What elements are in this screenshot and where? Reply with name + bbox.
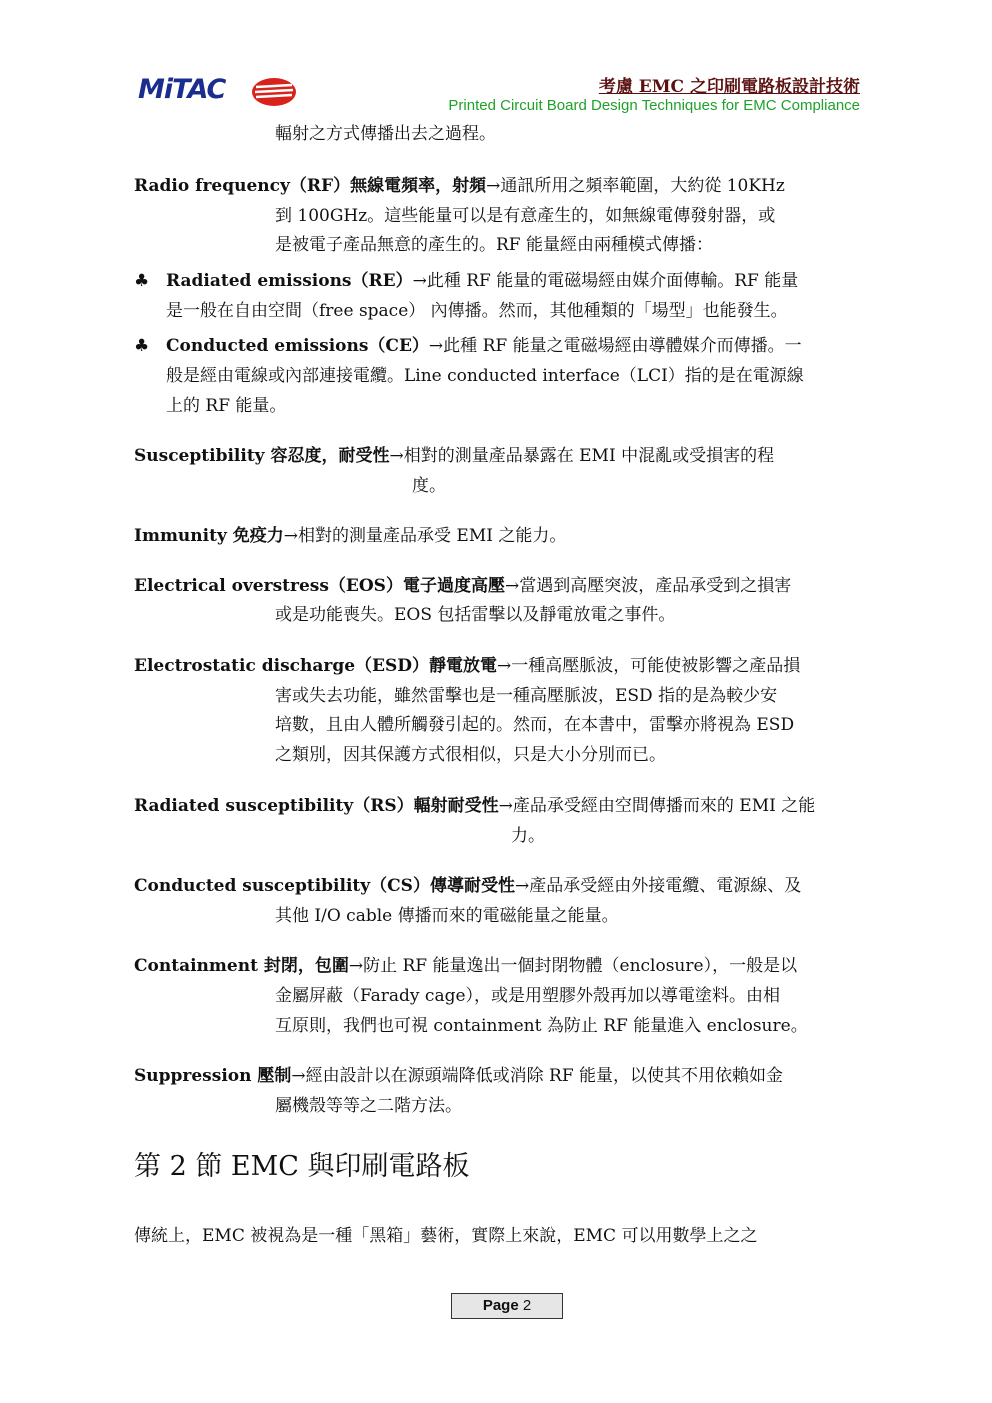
- closing-line: 傳統上，EMC 被視為是一種「黑箱」藝術，實際上來說，EMC 可以用數學上之之: [134, 1226, 758, 1246]
- suppression-chinese-term: 壓制: [251, 1066, 292, 1086]
- cs-line-2: 其他 I/O cable 傳播而來的電磁能量之能量。: [275, 906, 619, 926]
- cs-term: Conducted susceptibility（CS）: [134, 876, 430, 896]
- club-bullet-icon: ♣: [134, 336, 150, 356]
- page-number-box: [451, 1293, 563, 1319]
- rf-term: Radio frequency（RF）: [134, 176, 351, 196]
- eos-definition: →當遇到高壓突波，產品承受到之損害: [504, 576, 792, 596]
- rs-chinese-term: 輻射耐受性: [413, 796, 499, 816]
- esd-term: Electrostatic discharge（ESD）: [134, 656, 430, 676]
- rf-line-2: 到 100GHz。這些能量可以是有意產生的，如無線電傳發射器，或: [275, 206, 776, 226]
- esd-line-4: 之類別，因其保護方式很相似，只是大小分別而已。: [275, 745, 666, 765]
- susceptibility-line-2: 度。: [412, 476, 446, 496]
- company-logo: [138, 74, 298, 108]
- ce-term: Conducted emissions（CE）: [166, 336, 429, 356]
- immunity-line: [134, 521, 566, 551]
- esd-definition: →一種高壓脈波，可能使被影響之產品損: [497, 656, 801, 676]
- eos-line-1: [134, 571, 791, 601]
- esd-chinese-term: 靜電放電: [429, 656, 498, 676]
- re-term: Radiated emissions（RE）: [166, 271, 413, 291]
- re-line-2: 是一般在自由空間（free space） 內傳播。然而，其他種類的「場型」也能發生。: [166, 301, 788, 321]
- rs-line-2: 力。: [511, 826, 545, 846]
- logo-text: MiTAC: [138, 74, 226, 105]
- section-heading: 第 2 節 EMC 與印刷電路板: [134, 1151, 470, 1182]
- containment-definition: →防止 RF 能量逸出一個封閉物體（enclosure），一般是以: [348, 956, 798, 976]
- rs-definition: →產品承受經由空間傳播而來的 EMI 之能: [498, 796, 816, 816]
- suppression-term: Suppression: [134, 1066, 252, 1086]
- rf-chinese-term: 無線電頻率，射頻: [350, 176, 487, 196]
- susceptibility-chinese-term: 容忍度，耐受性: [264, 446, 390, 466]
- esd-line-1: [134, 651, 800, 681]
- containment-line-2: 金屬屏蔽（Farady cage），或是用塑膠外殼再加以導電塗料。由相: [275, 986, 781, 1006]
- immunity-definition: →相對的測量產品承受 EMI 之能力。: [283, 526, 567, 546]
- page-number: 2: [522, 1297, 532, 1314]
- rf-line-1: [134, 171, 785, 201]
- containment-chinese-term: 封閉，包圍: [257, 956, 349, 976]
- containment-line-3: 互原則，我們也可視 containment 為防止 RF 能量進入 enclosure。: [275, 1016, 808, 1036]
- ce-definition: →此種 RF 能量之電磁場經由導體媒介而傳播。一: [428, 336, 802, 356]
- ce-line-2: 般是經由電線或內部連接電纜。Line conducted interface（LCI）指的是在電源線: [166, 366, 804, 386]
- eos-line-2: 或是功能喪失。EOS 包括雷擊以及靜電放電之事件。: [275, 605, 676, 625]
- containment-line-1: [134, 951, 797, 981]
- cs-line-1: [134, 871, 801, 901]
- rs-line-1: [134, 791, 815, 821]
- containment-term: Containment: [134, 956, 258, 976]
- eos-term: Electrical overstress（EOS）: [134, 576, 403, 596]
- suppression-line-2: 屬機殼等等之二階方法。: [275, 1096, 462, 1116]
- header-subtitle: Printed Circuit Board Design Techniques for EMC Compliance: [448, 97, 860, 114]
- susceptibility-term: Susceptibility: [134, 446, 265, 466]
- rs-term: Radiated susceptibility（RS）: [134, 796, 414, 816]
- page-label: Page: [482, 1297, 519, 1314]
- bullet-radiated-emissions: [134, 266, 860, 326]
- club-bullet-icon: ♣: [134, 271, 150, 291]
- bullet-conducted-emissions: [134, 331, 860, 421]
- esd-line-3: 培數，且由人體所觸發引起的。然而，在本書中，雷擊亦將視為 ESD: [275, 715, 795, 735]
- rf-line-3: 是被電子產品無意的產生的。RF 能量經由兩種模式傳播：: [275, 235, 713, 255]
- cs-chinese-term: 傳導耐受性: [429, 876, 515, 896]
- immunity-chinese-term: 免疫力: [226, 526, 284, 546]
- esd-line-2: 害或失去功能，雖然雷擊也是一種高壓脈波，ESD 指的是為較少安: [275, 686, 778, 706]
- rf-definition: →通訊所用之頻率範圍，大約從 10KHz: [486, 176, 785, 196]
- eos-chinese-term: 電子過度高壓: [402, 576, 505, 596]
- logo-emblem-icon: [250, 76, 298, 108]
- ce-line-3: 上的 RF 能量。: [166, 396, 287, 416]
- suppression-line-1: [134, 1061, 783, 1091]
- susceptibility-definition: →相對的測量產品暴露在 EMI 中混亂或受損害的程: [389, 446, 775, 466]
- re-definition: →此種 RF 能量的電磁場經由媒介面傳輸。RF 能量: [412, 271, 799, 291]
- immunity-term: Immunity: [134, 526, 227, 546]
- intro-line: 輻射之方式傳播出去之過程。: [275, 124, 496, 144]
- cs-definition: →產品承受經由外接電纜、電源線、及: [514, 876, 802, 896]
- suppression-definition: →經由設計以在源頭端降低或消除 RF 能量，以使其不用依賴如金: [291, 1066, 784, 1086]
- header-title: 考慮 EMC 之印刷電路板設計技術: [598, 77, 860, 97]
- susceptibility-line-1: [134, 441, 774, 471]
